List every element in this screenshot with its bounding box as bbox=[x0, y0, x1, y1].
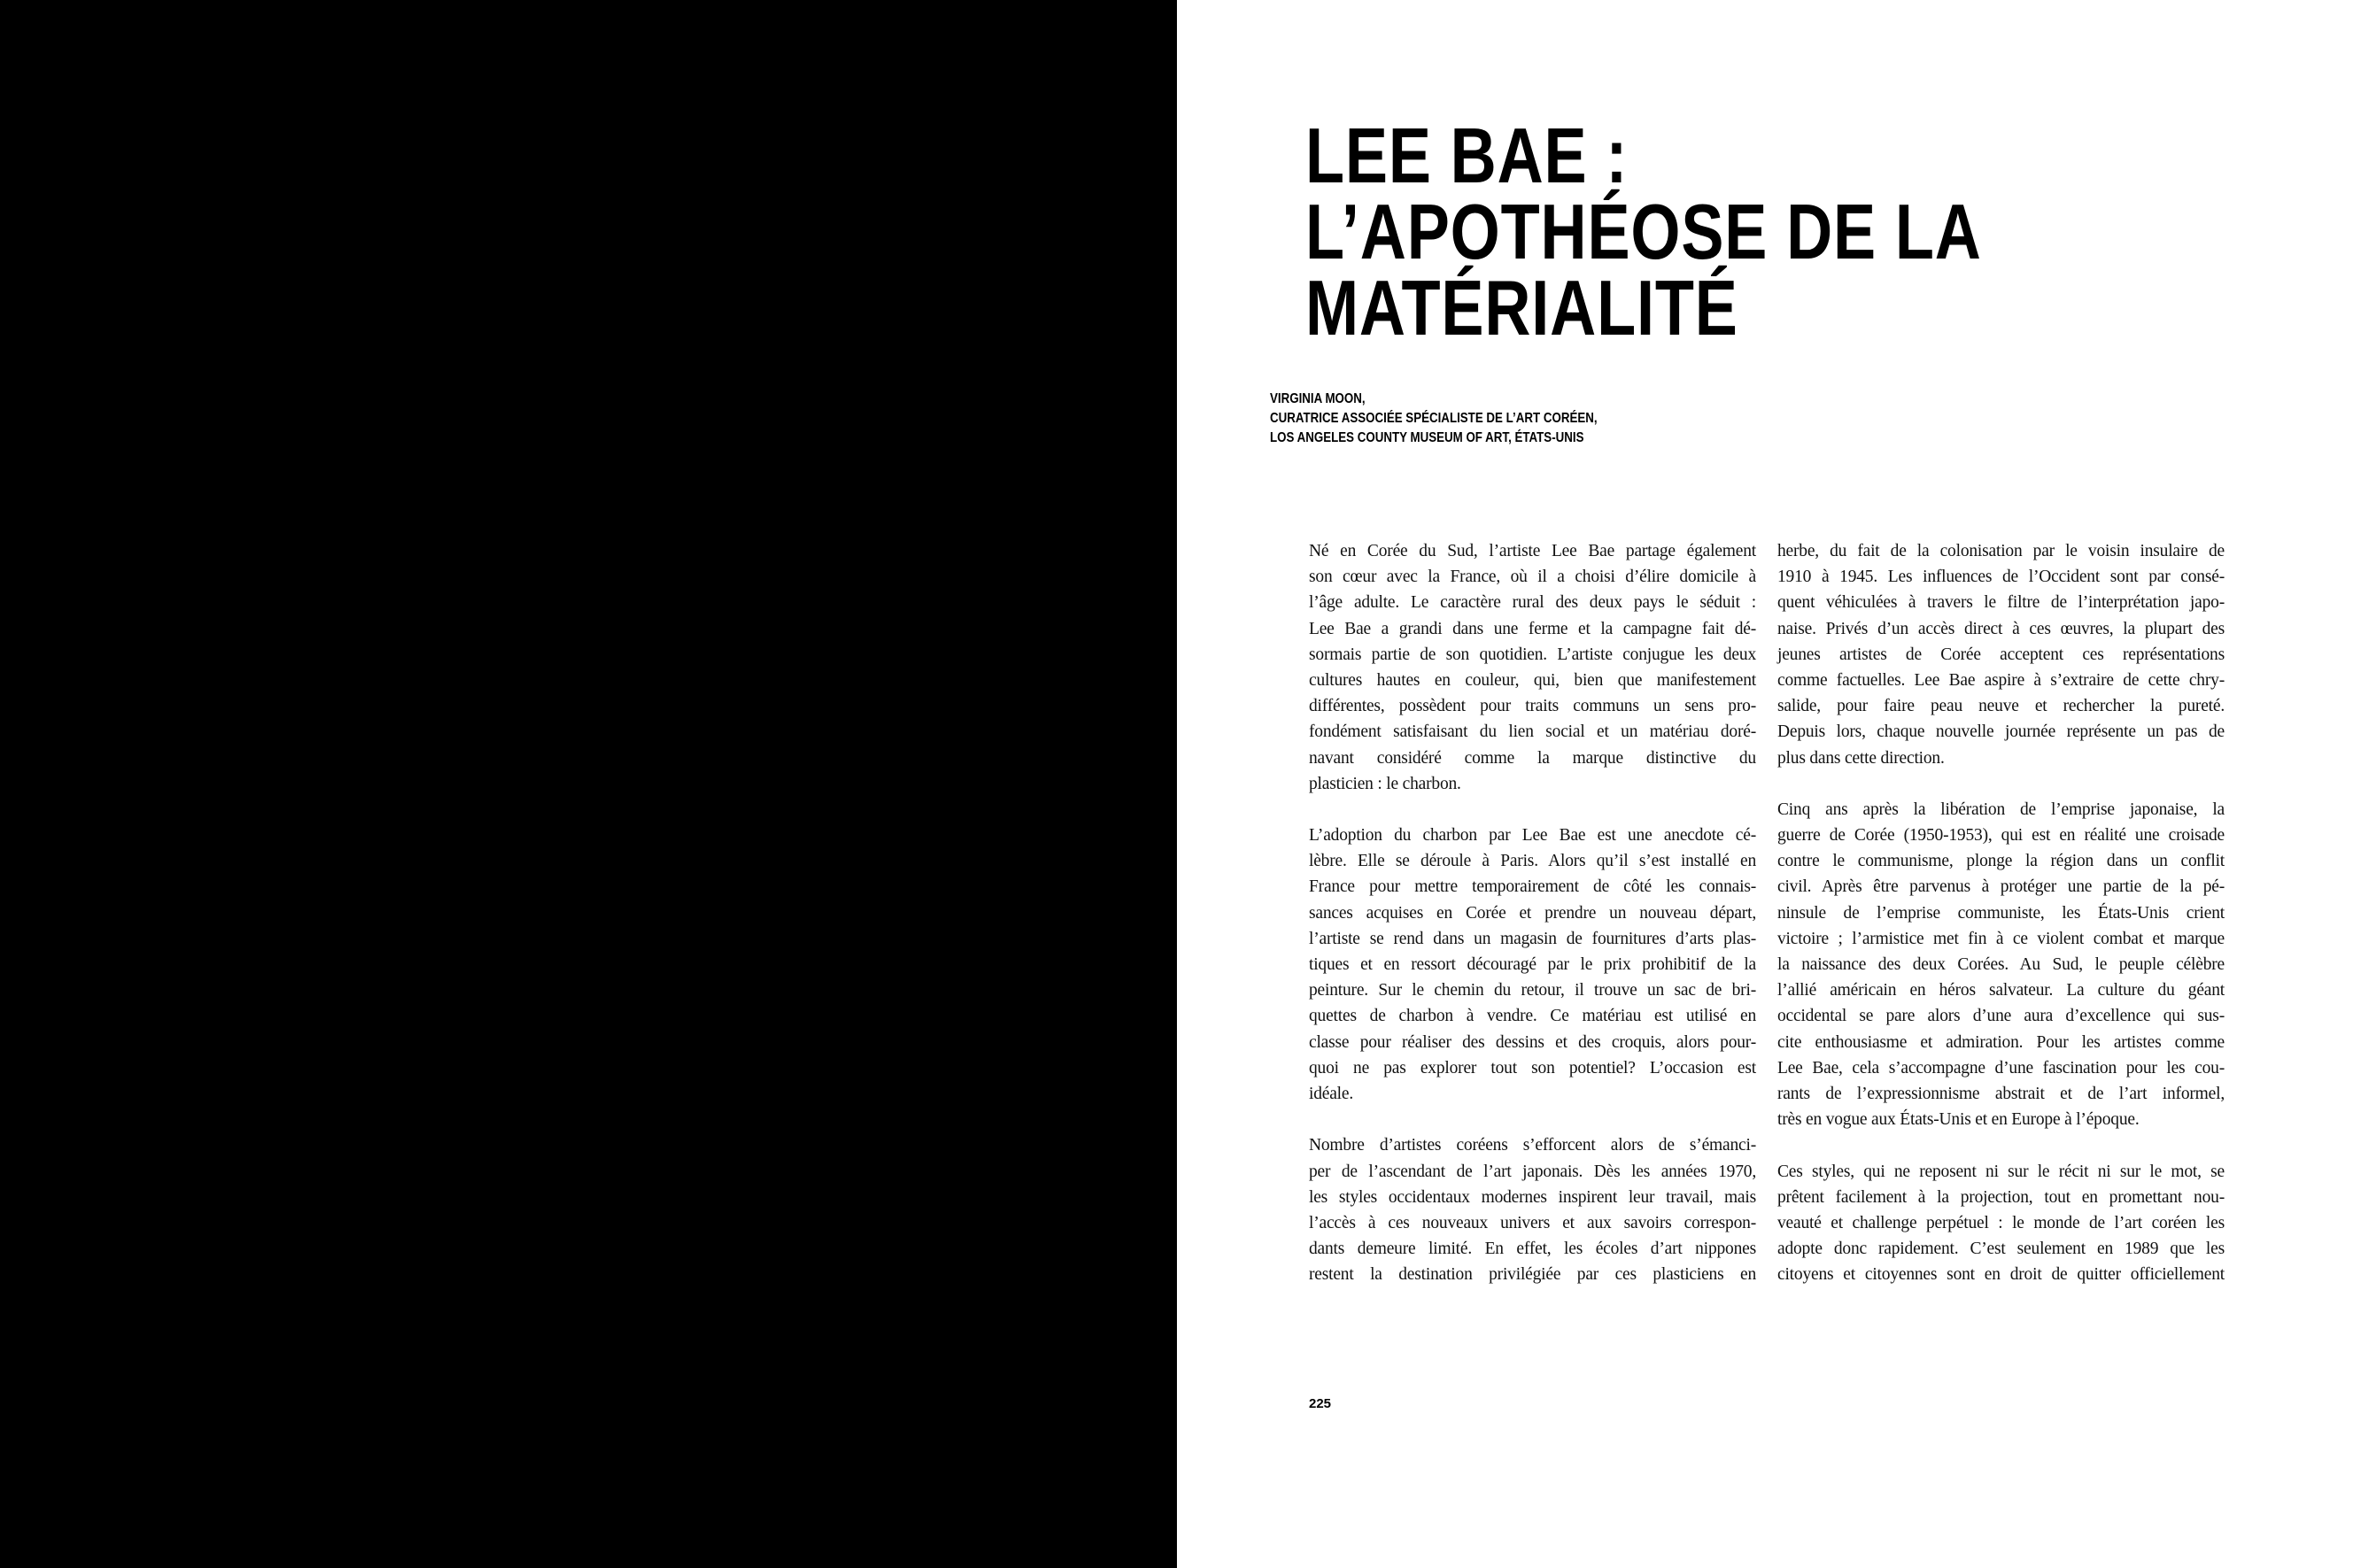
text-line: victoire ; l’armistice met fin à ce violent combat et marque bbox=[1777, 929, 2225, 948]
text-line: l’accès à ces nouveaux univers et aux savoirs correspon- bbox=[1309, 1213, 1756, 1232]
text-line: l’artiste se rend dans un magasin de fournitures d’arts plas- bbox=[1309, 929, 1756, 948]
text-line: fondément satisfaisant du lien social et un matériau doré- bbox=[1309, 722, 1756, 742]
text-line: tiques et en ressort découragé par le prix prohibitif de la bbox=[1309, 955, 1756, 974]
text-line: restent la destination privilégiée par ces plasticiens en bbox=[1309, 1265, 1756, 1285]
paragraph bbox=[1309, 823, 1756, 1107]
text-line: salide, pour faire peau neuve et rechercher la pureté. bbox=[1777, 697, 2225, 716]
text-line: Cinq ans après la libération de l’emprise japonaise, la bbox=[1777, 799, 2225, 819]
paragraph bbox=[1309, 538, 1756, 797]
author-role: CURATRICE ASSOCIÉE SPÉCIALISTE DE L’ART CORÉEN, bbox=[1270, 411, 1598, 426]
text-line: l’âge adulte. Le caractère rural des deux pays le séduit : bbox=[1309, 593, 1756, 613]
text-line: per de l’ascendant de l’art japonais. Dès les années 1970, bbox=[1309, 1162, 1756, 1181]
text-line: rants de l’expressionnisme abstrait et de l’art informel, bbox=[1777, 1084, 2225, 1103]
title-line: L’APOTHÉOSE DE LA bbox=[1305, 188, 1982, 275]
text-line: adopte donc rapidement. C’est seulement en 1989 que les bbox=[1777, 1240, 2225, 1259]
text-line: navant considéré comme la marque distinctive du bbox=[1309, 748, 1756, 768]
text-line: France pour mettre temporairement de côté les connais- bbox=[1309, 877, 1756, 897]
text-line: lèbre. Elle se déroule à Paris. Alors qu’il s’est installé en bbox=[1309, 852, 1756, 871]
author-name: VIRGINIA MOON, bbox=[1270, 391, 1366, 406]
text-line: la naissance des deux Corées. Au Sud, le peuple célèbre bbox=[1777, 955, 2225, 974]
text-line: veauté et challenge perpétuel : le monde de l’art coréen les bbox=[1777, 1213, 2225, 1232]
text-line: comme factuelles. Lee Bae aspire à s’extraire de cette chry- bbox=[1777, 670, 2225, 690]
author-byline bbox=[1270, 390, 1598, 448]
text-line: prêtent facilement à la projection, tout en promettant nou- bbox=[1777, 1187, 2225, 1207]
text-line: civil. Après être parvenus à protéger une partie de la pé- bbox=[1777, 877, 2225, 897]
text-line: plasticien : le charbon. bbox=[1309, 774, 1461, 793]
title-line: LEE BAE : bbox=[1305, 112, 1629, 199]
article-title bbox=[1305, 112, 1982, 351]
text-line: cultures hautes en couleur, qui, bien que manifestement bbox=[1309, 670, 1756, 690]
text-line: occidental se pare alors d’une aura d’excellence qui sus- bbox=[1777, 1007, 2225, 1026]
text-line: herbe, du fait de la colonisation par le voisin insulaire de bbox=[1777, 542, 2225, 560]
text-line: sormais partie de son quotidien. L’artiste conjugue les deux bbox=[1309, 645, 1756, 664]
text-line: cite enthousiasme et admiration. Pour les artistes comme bbox=[1777, 1032, 2225, 1052]
text-line: naise. Privés d’un accès direct à ces œuvres, la plupart des bbox=[1777, 619, 2225, 638]
text-line: 1910 à 1945. Les influences de l’Occident sont par consé- bbox=[1777, 568, 2225, 587]
text-line: Ces styles, qui ne reposent ni sur le récit ni sur le mot, se bbox=[1777, 1162, 2225, 1181]
paragraph bbox=[1777, 797, 2225, 1132]
paragraph bbox=[1777, 538, 2225, 771]
text-line: idéale. bbox=[1309, 1084, 1354, 1103]
paragraph bbox=[1309, 1132, 1756, 1287]
text-line: son cœur avec la France, où il a choisi d’élire domicile à bbox=[1309, 568, 1756, 587]
title-line: MATÉRIALITÉ bbox=[1305, 264, 1738, 351]
text-line: Nombre d’artistes coréens s’efforcent alors de s’émanci- bbox=[1309, 1136, 1756, 1155]
text-column-1 bbox=[1309, 538, 1756, 1314]
text-line: guerre de Corée (1950-1953), qui est en réalité une croisade bbox=[1777, 826, 2225, 846]
text-line: plus dans cette direction. bbox=[1777, 748, 1945, 768]
text-line: sances acquises en Corée et prendre un nouveau départ, bbox=[1309, 903, 1756, 923]
paragraph bbox=[1777, 1159, 2225, 1288]
text-line: L’adoption du charbon par Lee Bae est une anecdote cé- bbox=[1309, 826, 1756, 846]
author-institution: LOS ANGELES COUNTY MUSEUM OF ART, ÉTATS-UNIS bbox=[1270, 430, 1584, 445]
text-line: Lee Bae, cela s’accompagne d’une fascination pour les cou- bbox=[1777, 1058, 2225, 1078]
text-line: Lee Bae a grandi dans une ferme et la campagne fait dé- bbox=[1309, 619, 1756, 638]
text-line: classe pour réaliser des dessins et des croquis, alors pour- bbox=[1309, 1032, 1756, 1052]
text-line: quettes de charbon à vendre. Ce matériau est utilisé en bbox=[1309, 1007, 1756, 1026]
text-column-2 bbox=[1777, 538, 2225, 1314]
text-line: peinture. Sur le chemin du retour, il trouve un sac de bri- bbox=[1309, 981, 1756, 1000]
text-line: dants demeure limité. En effet, les écoles d’art nippones bbox=[1309, 1240, 1756, 1259]
text-line: Né en Corée du Sud, l’artiste Lee Bae partage également bbox=[1309, 542, 1756, 560]
text-line: citoyens et citoyennes sont en droit de quitter officiellement bbox=[1777, 1265, 2225, 1285]
text-line: ninsule de l’emprise communiste, les États-Unis crient bbox=[1777, 903, 2225, 923]
page-number: 225 bbox=[1309, 1396, 1332, 1411]
text-line: les styles occidentaux modernes inspirent leur travail, mais bbox=[1309, 1187, 1756, 1207]
text-line: quent véhiculées à travers le filtre de l’interprétation japo- bbox=[1777, 593, 2225, 613]
text-line: contre le communisme, plonge la région dans un conflit bbox=[1777, 852, 2225, 871]
text-line: différentes, possèdent pour traits communs un sens pro- bbox=[1309, 697, 1756, 716]
text-line: Depuis lors, chaque nouvelle journée représente un pas de bbox=[1777, 722, 2225, 742]
text-line: très en vogue aux États-Unis et en Europe à l’époque. bbox=[1777, 1110, 2140, 1130]
text-line: l’allié américain en héros salvateur. La culture du géant bbox=[1777, 981, 2225, 1000]
text-line: jeunes artistes de Corée acceptent ces représentations bbox=[1777, 645, 2225, 664]
text-line: quoi ne pas explorer tout son potentiel? L’occasion est bbox=[1309, 1058, 1756, 1078]
